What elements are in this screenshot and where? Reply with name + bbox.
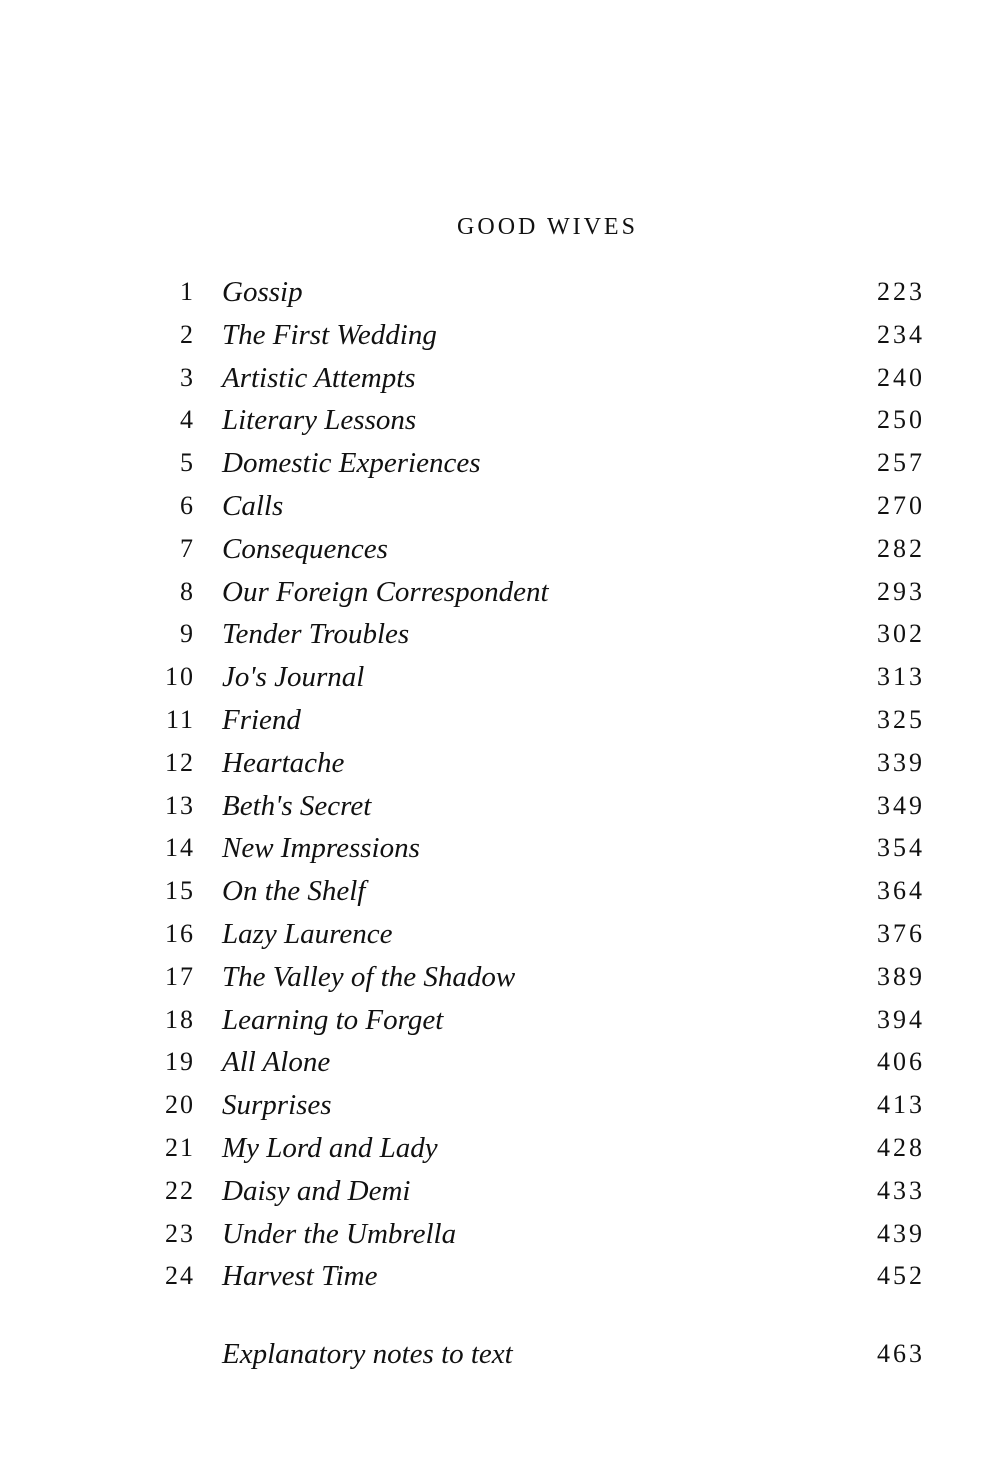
chapter-row: [150, 1041, 930, 1084]
chapter-number: 24: [165, 1261, 195, 1291]
chapter-page: 257: [877, 448, 925, 478]
chapter-title: The Valley of the Shadow: [222, 960, 516, 993]
chapter-row: [150, 999, 930, 1042]
chapter-title: Surprises: [222, 1089, 332, 1122]
chapter-number: 21: [165, 1132, 195, 1162]
chapter-number: 7: [180, 533, 195, 563]
chapter-row: [150, 271, 930, 314]
chapter-page: 394: [877, 1004, 925, 1034]
chapter-row: [150, 357, 930, 400]
chapter-page: 364: [877, 876, 925, 906]
chapter-number: 15: [165, 876, 195, 906]
chapter-row: [150, 870, 930, 913]
chapter-title: Friend: [222, 703, 301, 736]
chapter-number: 3: [180, 362, 195, 392]
chapter-page: 428: [877, 1132, 925, 1162]
chapter-title: New Impressions: [222, 832, 420, 865]
chapter-row: [150, 913, 930, 956]
notes-page: 463: [877, 1339, 925, 1368]
chapter-page: 250: [877, 405, 925, 435]
chapter-row: [150, 827, 930, 870]
chapter-row: [150, 1213, 930, 1256]
chapter-title: Artistic Attempts: [222, 361, 416, 394]
chapter-number: 20: [165, 1090, 195, 1120]
chapter-row: [150, 1170, 930, 1213]
chapter-title: Heartache: [222, 746, 345, 779]
chapter-row: [150, 742, 930, 785]
chapter-page: 439: [877, 1218, 925, 1248]
chapter-title: Gossip: [222, 276, 303, 308]
chapter-title: Harvest Time: [222, 1260, 378, 1293]
chapter-number: 13: [165, 790, 195, 820]
chapter-title: My Lord and Lady: [222, 1131, 438, 1164]
chapter-title: Calls: [222, 489, 284, 522]
chapter-row: [150, 528, 930, 571]
chapter-number: 17: [165, 961, 195, 991]
chapter-number: 11: [165, 704, 195, 734]
chapter-page: 339: [877, 747, 925, 777]
chapter-title: Jo's Journal: [222, 661, 365, 694]
chapter-page: 452: [877, 1261, 925, 1291]
chapter-row: [150, 699, 930, 742]
chapter-number: 19: [165, 1047, 195, 1077]
section-heading: GOOD WIVES: [457, 214, 638, 240]
chapter-number: 23: [165, 1218, 195, 1248]
chapter-number: 10: [165, 662, 195, 692]
chapter-number: 9: [180, 619, 195, 649]
chapter-title: Our Foreign Correspondent: [222, 575, 549, 608]
chapter-title: Under the Umbrella: [222, 1217, 457, 1250]
chapter-title: The First Wedding: [222, 318, 437, 351]
chapter-page: 433: [877, 1175, 925, 1205]
chapter-page: 389: [877, 961, 925, 991]
chapter-title: On the Shelf: [222, 875, 366, 908]
chapter-number: 16: [165, 918, 195, 948]
chapter-row: [150, 613, 930, 656]
chapter-row: [150, 399, 930, 442]
chapter-title: Learning to Forget: [222, 1003, 444, 1036]
chapter-page: 354: [877, 833, 925, 863]
chapter-page: 376: [877, 918, 925, 948]
chapter-page: 234: [877, 319, 925, 349]
chapter-title: All Alone: [222, 1046, 331, 1079]
chapter-number: 4: [180, 405, 195, 435]
chapter-page: 282: [877, 533, 925, 563]
chapter-title: Consequences: [222, 532, 388, 565]
chapter-title: Beth's Secret: [222, 789, 372, 822]
chapter-number: 12: [165, 747, 195, 777]
chapter-number: 14: [165, 833, 195, 863]
chapter-page: 293: [877, 576, 925, 606]
chapter-number: 6: [180, 490, 195, 520]
chapter-title: Lazy Laurence: [222, 917, 393, 950]
chapter-page: 413: [877, 1090, 925, 1120]
chapter-number: 8: [180, 576, 195, 606]
chapter-row: [150, 956, 930, 999]
chapter-page: 349: [877, 790, 925, 820]
chapter-page: 223: [877, 277, 925, 306]
chapter-row: [150, 571, 930, 614]
chapter-title: Tender Troubles: [222, 618, 410, 651]
chapter-number: 1: [180, 277, 195, 306]
chapter-page: 406: [877, 1047, 925, 1077]
chapter-page: 270: [877, 490, 925, 520]
chapter-row: [150, 442, 930, 485]
chapter-title: Domestic Experiences: [222, 447, 481, 480]
chapter-title: Daisy and Demi: [222, 1174, 411, 1207]
chapter-row: [150, 1255, 930, 1298]
chapter-row: [150, 314, 930, 357]
chapter-title: Literary Lessons: [222, 404, 417, 437]
chapter-row: [150, 1127, 930, 1170]
chapter-number: 18: [165, 1004, 195, 1034]
table-of-contents: [150, 271, 930, 1298]
chapter-page: 302: [877, 619, 925, 649]
chapter-page: 325: [877, 704, 925, 734]
chapter-row: [150, 785, 930, 828]
chapter-page: 240: [877, 362, 925, 392]
chapter-number: 2: [180, 319, 195, 349]
chapter-row: [150, 1084, 930, 1127]
notes-title: Explanatory notes to text: [222, 1338, 513, 1370]
chapter-number: 22: [165, 1175, 195, 1205]
chapter-number: 5: [180, 448, 195, 478]
chapter-row: [150, 485, 930, 528]
chapter-page: 313: [877, 662, 925, 692]
explanatory-notes-row: [150, 1333, 930, 1375]
chapter-row: [150, 656, 930, 699]
